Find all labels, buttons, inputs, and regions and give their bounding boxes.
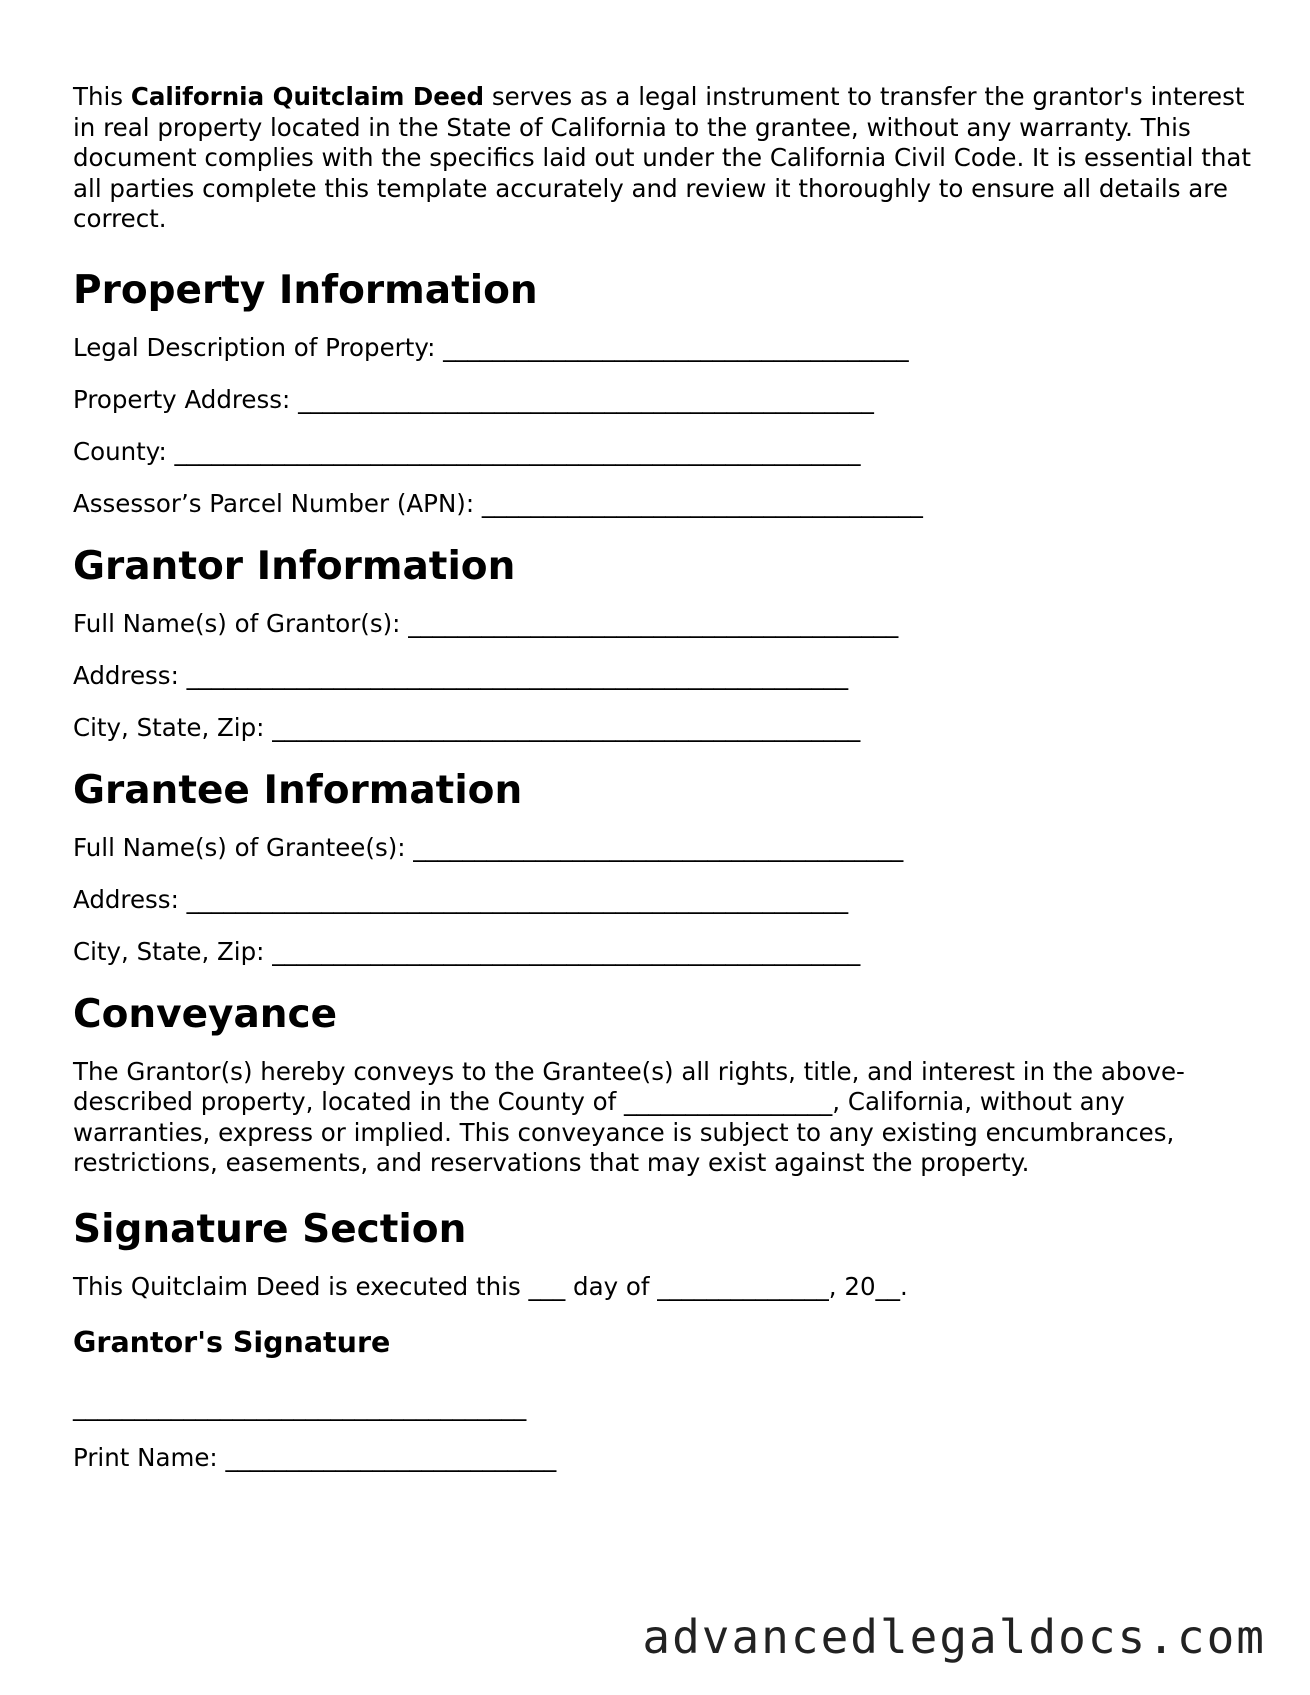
- intro-document-title: California Quitclaim Deed: [130, 82, 485, 111]
- property-address-field[interactable]: Property Address: _______________________________________________: [73, 384, 874, 414]
- intro-text: serves as a legal instrument to transfer the grantor's interest in real property located in the State of California to the grantee, without any warranty. This document complies with the specifics laid out under the California Civil Code. It is essential that all parties complete this template accurately and review it thoroughly to ensure all details are correct.: [73, 82, 1252, 233]
- print-name-field[interactable]: Print Name: ___________________________: [73, 1442, 557, 1472]
- property-heading: Property Information: [73, 267, 538, 313]
- grantor-address-field[interactable]: Address: ______________________________________________________: [73, 660, 849, 690]
- conveyance-paragraph: The Grantor(s) hereby conveys to the Grantee(s) all rights, title, and interest in the above-described property, located in the County of _________________, California, without any warranties, express or implied. This conveyance is subject to any existing encumbrances, restrictions, easements, and reservations that may exist against the property.: [73, 1056, 1185, 1177]
- apn-field[interactable]: Assessor’s Parcel Number (APN): ____________________________________: [73, 488, 923, 518]
- grantee-heading: Grantee Information: [73, 767, 523, 813]
- grantee-address-field[interactable]: Address: ______________________________________________________: [73, 884, 849, 914]
- grantor-city-state-zip-field[interactable]: City, State, Zip: ________________________________________________: [73, 712, 861, 742]
- grantee-names-field[interactable]: Full Name(s) of Grantee(s): ________________________________________: [73, 832, 904, 862]
- legal-description-field[interactable]: Legal Description of Property: ______________________________________: [73, 332, 909, 362]
- intro-prefix: This: [73, 82, 131, 111]
- intro-paragraph: [73, 82, 1253, 235]
- county-field[interactable]: County: ________________________________________________________: [73, 436, 861, 466]
- document-page: [73, 82, 1253, 1473]
- grantee-city-state-zip-field[interactable]: City, State, Zip: ________________________________________________: [73, 936, 861, 966]
- watermark: advancedlegaldocs.com: [642, 1610, 1266, 1664]
- grantor-names-field[interactable]: Full Name(s) of Grantor(s): ________________________________________: [73, 608, 899, 638]
- conveyance-heading: Conveyance: [73, 991, 338, 1037]
- grantor-signature-heading: Grantor's Signature: [73, 1325, 391, 1359]
- grantor-signature-line[interactable]: _____________________________________: [73, 1391, 527, 1421]
- signature-heading: Signature Section: [73, 1206, 467, 1252]
- grantor-heading: Grantor Information: [73, 543, 516, 589]
- executed-date-field[interactable]: This Quitclaim Deed is executed this ___ day of ______________, 20__.: [73, 1271, 908, 1301]
